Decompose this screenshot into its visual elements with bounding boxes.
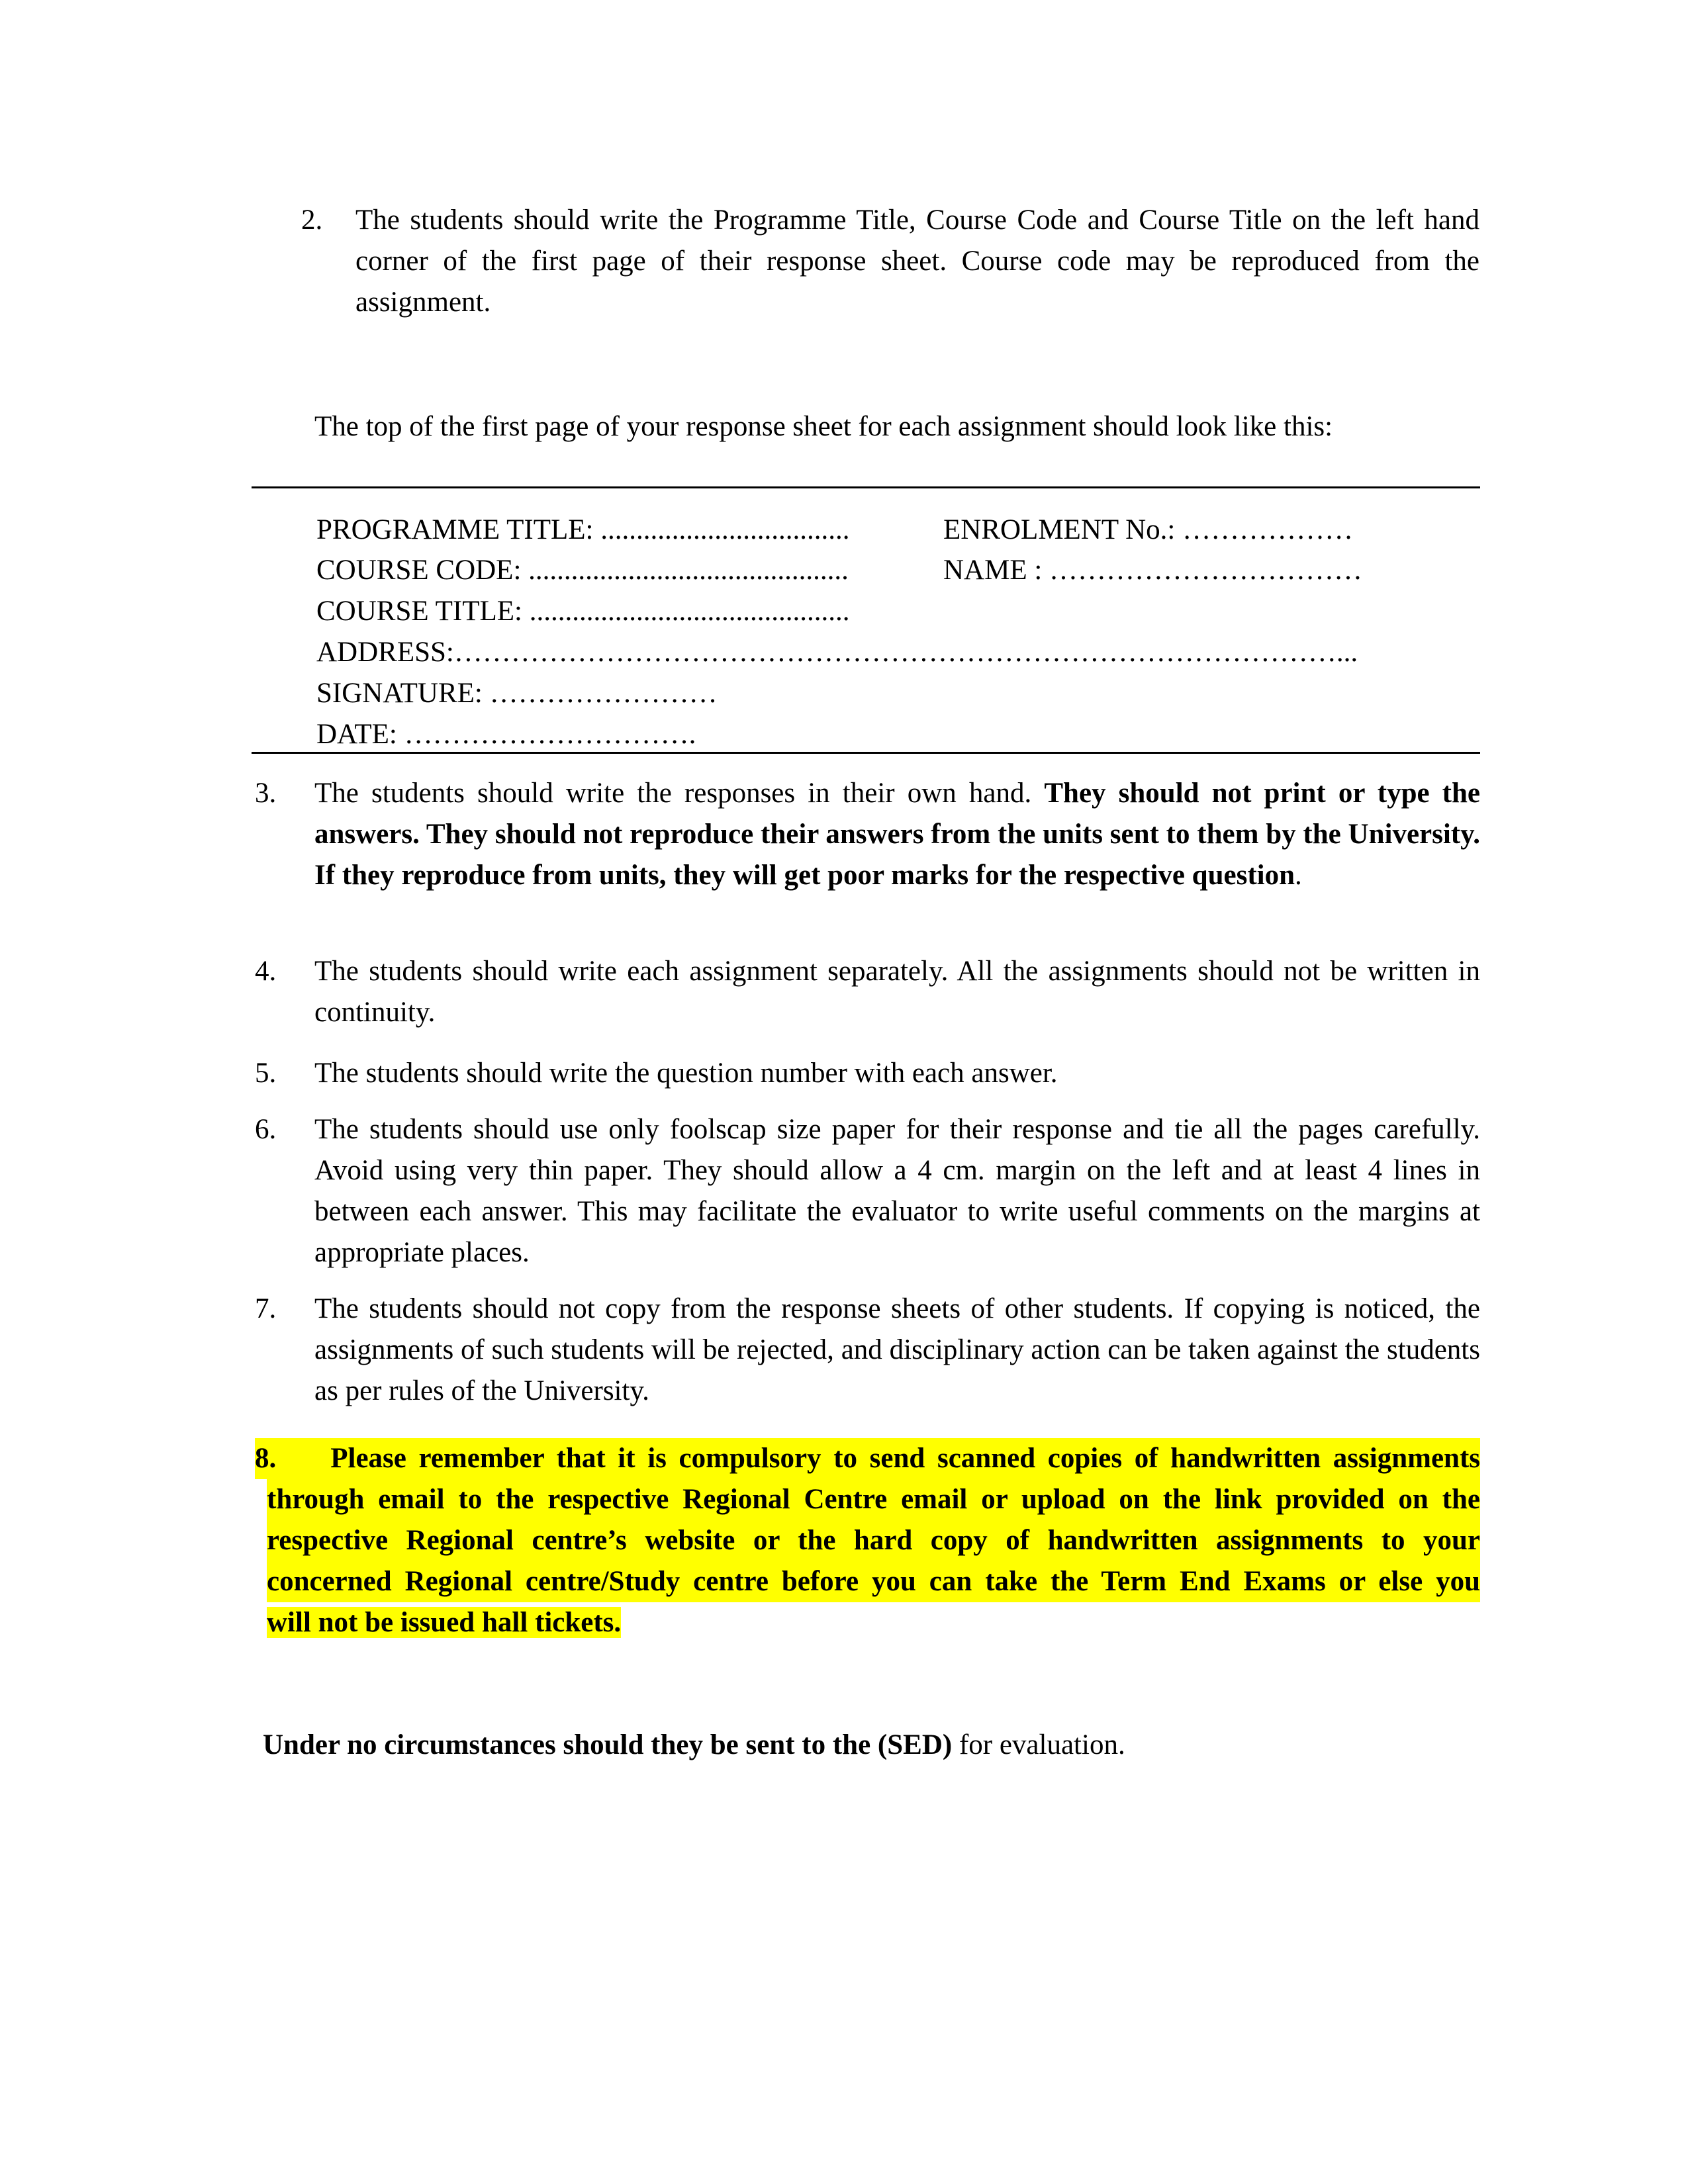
item8-line-1 — [255, 1438, 1480, 1479]
instruction-item-6 — [255, 1109, 1480, 1273]
item-text: The students should write each assignment separately. All the assignments should not be written in continuity. — [314, 956, 1480, 1028]
form-name: NAME : …………………………… — [943, 555, 1363, 586]
item-number: 2. — [301, 205, 323, 236]
closing-note — [263, 1725, 1125, 1766]
form-programme-title: PROGRAMME TITLE: ................................... — [316, 514, 850, 545]
item-text-end: . — [1295, 860, 1302, 891]
instruction-item-4 — [255, 951, 1480, 1033]
item8-text-line-4: concerned Regional centre/Study centre before you can take the Term End Exams or else you — [267, 1561, 1480, 1602]
form-date: DATE: …………………………. — [316, 719, 696, 750]
item-text: The students should write the question number with each answer. — [314, 1058, 1058, 1089]
form-top-rule — [252, 486, 1480, 488]
item-text-bold: They should not print or type the answers. They should not reproduce their answers from the units sent to them by the University. If they reproduce from units, they will get poor marks for the respective question — [314, 778, 1480, 891]
form-course-code: COURSE CODE: ............................................. — [316, 555, 849, 586]
item-number: 3. — [255, 778, 277, 809]
instruction-item-5 — [255, 1053, 1480, 1094]
form-course-title: COURSE TITLE: ............................................. — [316, 596, 850, 627]
item-text: The students should write the Programme Title, Course Code and Course Title on the left hand corner of the first page of their response sheet. Course code may be reproduced from the assignment. — [355, 205, 1479, 318]
instruction-item-3 — [255, 773, 1480, 896]
form-address: ADDRESS:…………………………………………………………………………………... — [316, 637, 1358, 668]
item-number: 6. — [255, 1114, 277, 1145]
item-number: 5. — [255, 1058, 277, 1089]
item-text: The students should use only foolscap size paper for their response and tie all the pages carefully. Avoid using very thin paper. They should allow a 4 cm. margin on the left and at least 4 lines in between each answer. This may facilitate the evaluator to write useful comments on the margins at appropriate places. — [314, 1114, 1480, 1268]
item-number: 4. — [255, 956, 277, 987]
item-text: The students should not copy from the response sheets of other students. If copying is noticed, the assignments of such students will be rejected, and disciplinary action can be taken against the students as per rules of the University. — [314, 1293, 1480, 1406]
item8-text-line-1: Please remember that it is compulsory to send scanned copies of handwritten assignments — [330, 1438, 1480, 1479]
instruction-item-2 — [301, 200, 1479, 323]
instruction-item-7 — [255, 1289, 1480, 1412]
item8-text-line-2: through email to the respective Regional Centre email or upload on the link provided on the — [267, 1479, 1480, 1520]
item-number: 8. — [255, 1438, 276, 1479]
form-enrolment-no: ENROLMENT No.: ……………… — [943, 514, 1354, 545]
form-signature: SIGNATURE: …………………… — [316, 678, 718, 709]
item-text-plain: The students should write the responses in their own hand. — [314, 778, 1045, 809]
form-bottom-rule — [252, 752, 1480, 754]
closing-bold-text: Under no circumstances should they be sent to the (SED) — [263, 1729, 953, 1760]
item-number: 7. — [255, 1293, 277, 1324]
item8-text-line-3: respective Regional centre’s website or the hard copy of handwritten assignments to your — [267, 1520, 1480, 1561]
closing-plain-text: for evaluation. — [952, 1729, 1125, 1760]
form-intro-text: The top of the first page of your response sheet for each assignment should look like this: — [314, 411, 1333, 442]
item-text — [314, 773, 1480, 896]
item8-text-line-5: will not be issued hall tickets. — [267, 1607, 622, 1638]
